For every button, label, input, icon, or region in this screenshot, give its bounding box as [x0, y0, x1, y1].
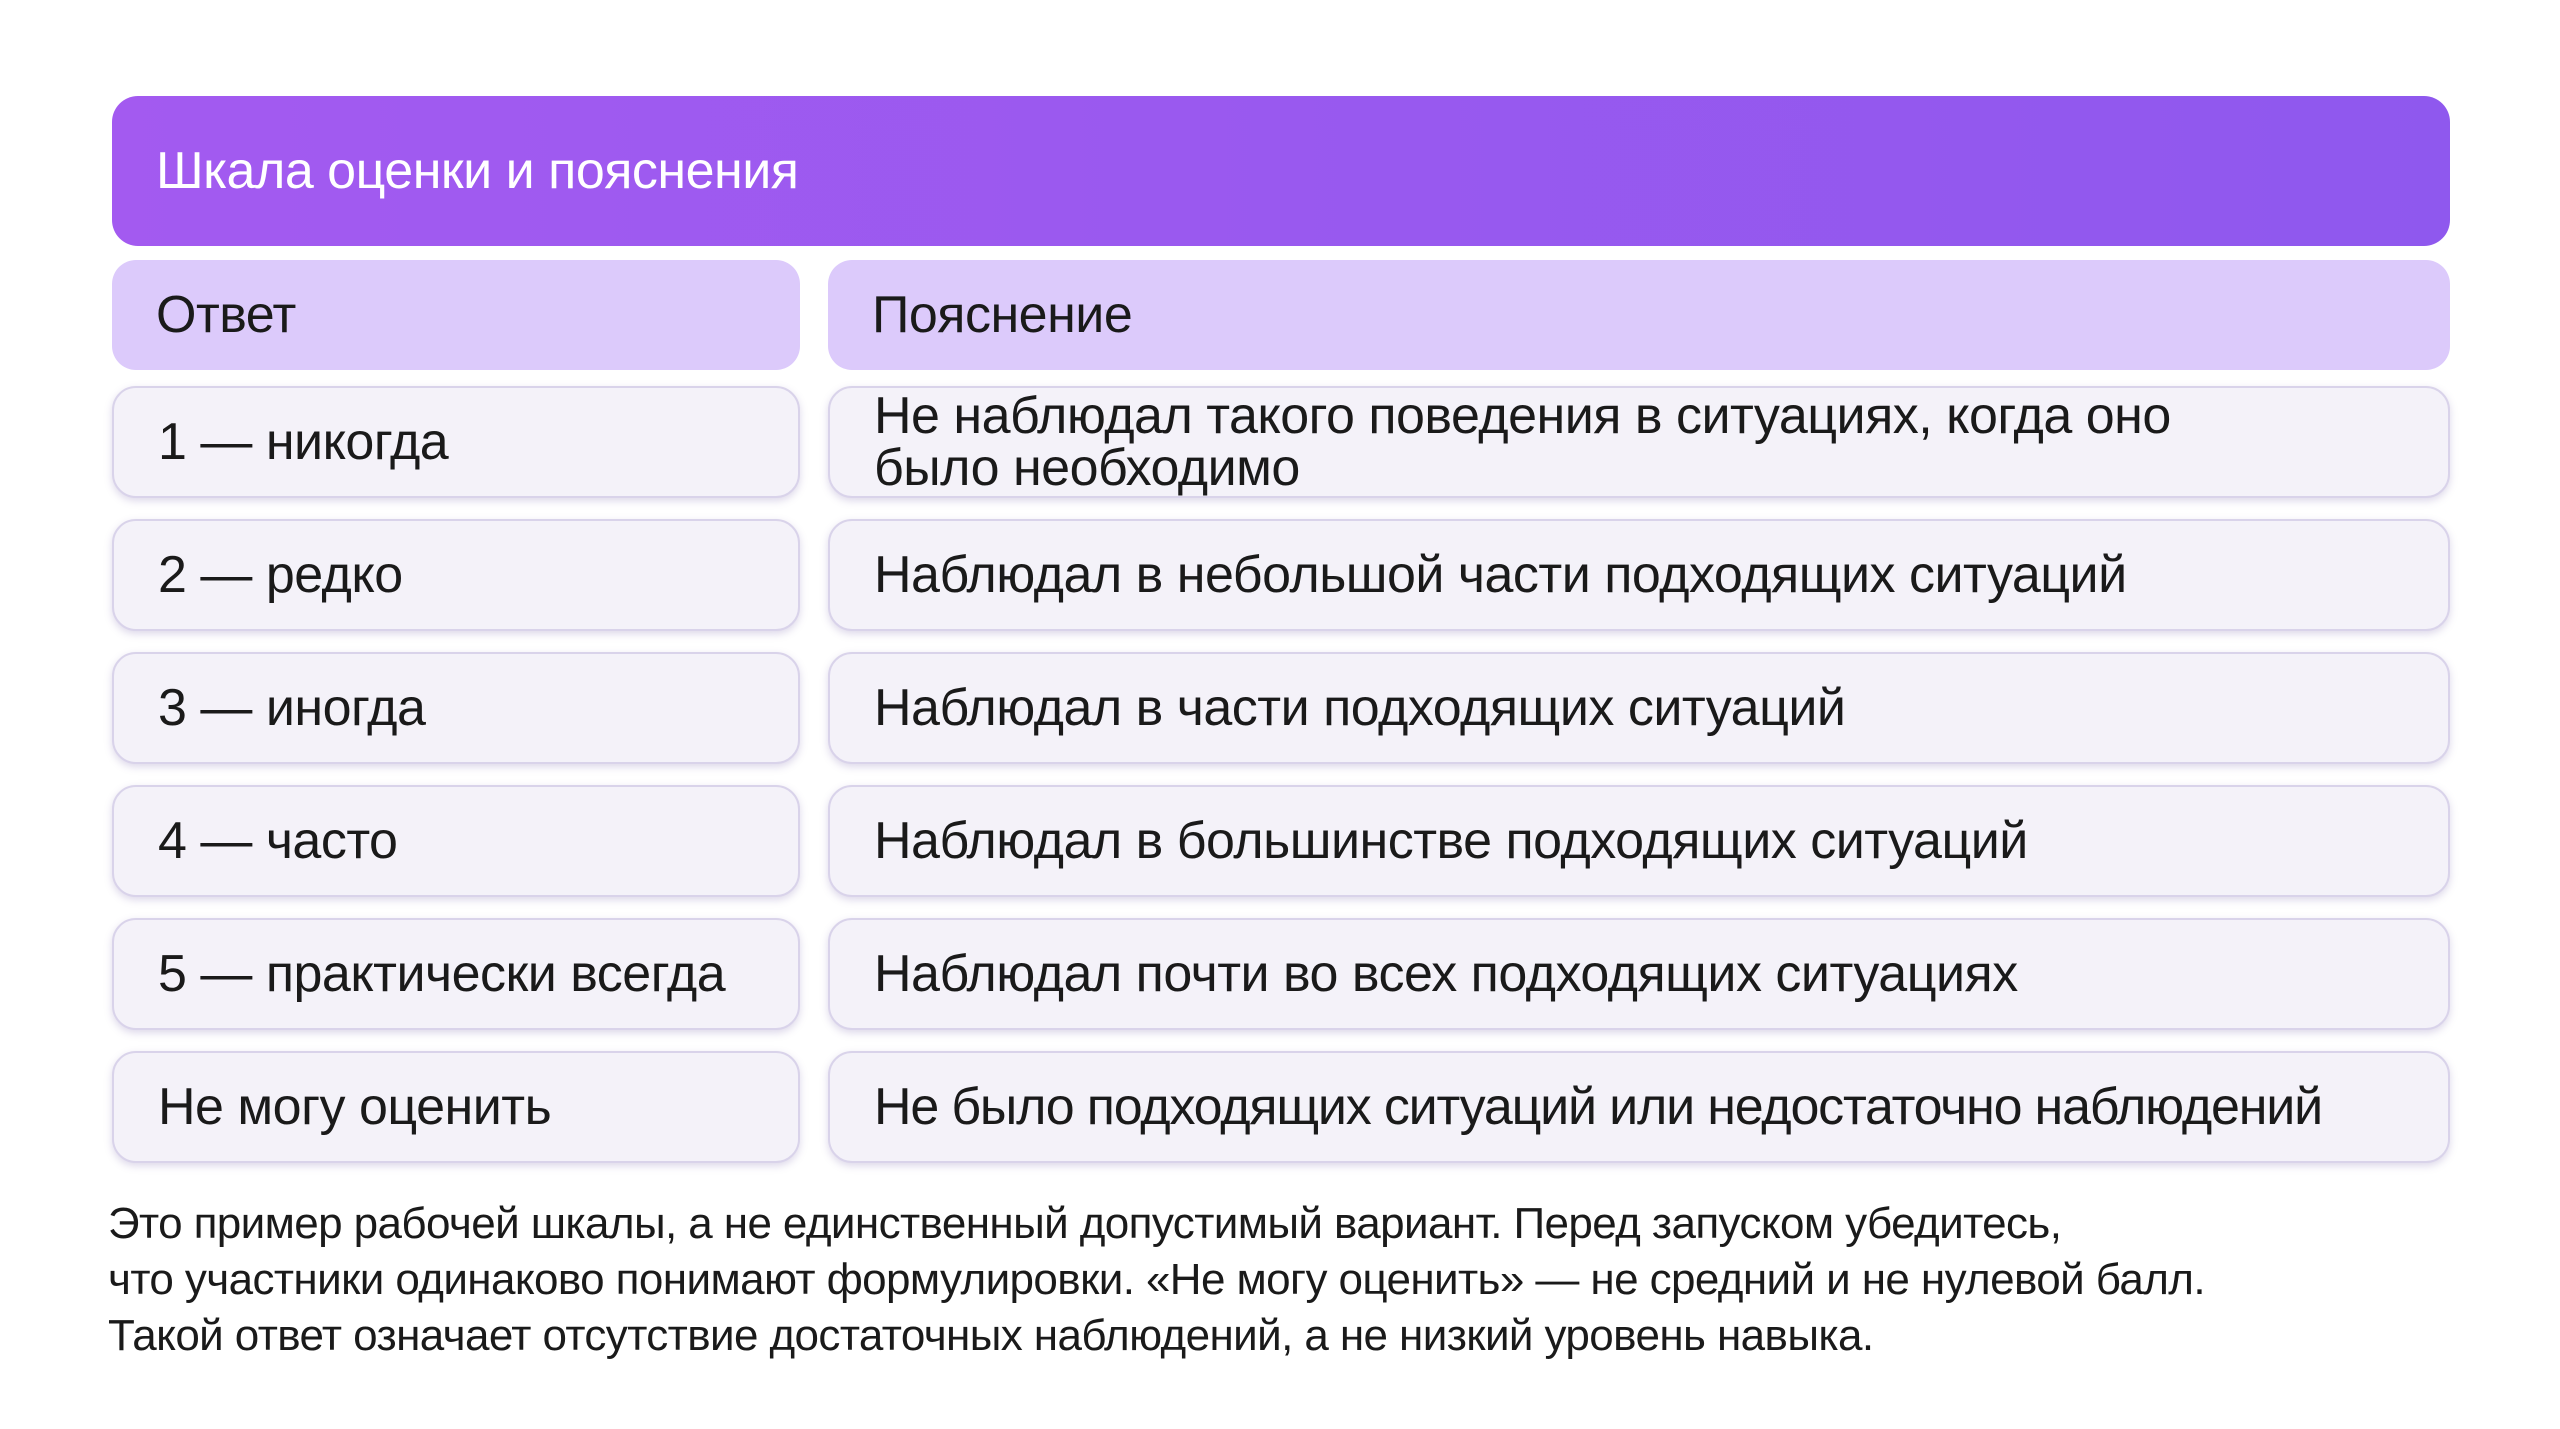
answer-cell-5: 5 — практически всегда	[112, 918, 800, 1030]
table-title: Шкала оценки и пояснения	[112, 96, 2450, 246]
footnote-line-3: Такой ответ означает отсутствие достаточных наблюдений, а не низкий уровень навыка.	[108, 1311, 1874, 1360]
header-explanation: Пояснение	[828, 260, 2450, 370]
explanation-cell-4: Наблюдал в большинстве подходящих ситуаций	[828, 785, 2450, 897]
explanation-cell-2: Наблюдал в небольшой части подходящих ситуаций	[828, 519, 2450, 631]
answer-cell-3: 3 — иногда	[112, 652, 800, 764]
explanation-cell-5: Наблюдал почти во всех подходящих ситуациях	[828, 918, 2450, 1030]
footnote-line-1: Это пример рабочей шкалы, а не единственный допустимый вариант. Перед запуском убедитесь,	[108, 1199, 2062, 1248]
explanation-cell-3: Наблюдал в части подходящих ситуаций	[828, 652, 2450, 764]
answer-cell-2: 2 — редко	[112, 519, 800, 631]
explanation-cell-1: Не наблюдал такого поведения в ситуациях, когда оно было необходимо	[828, 386, 2450, 498]
header-answer: Ответ	[112, 260, 800, 370]
answer-cell-1: 1 — никогда	[112, 386, 800, 498]
footnote	[108, 1196, 2508, 1364]
explanation-cell-6: Не было подходящих ситуаций или недостаточно наблюдений	[828, 1051, 2450, 1163]
answer-cell-4: 4 — часто	[112, 785, 800, 897]
footnote-line-2: что участники одинаково понимают формулировки. «Не могу оценить» — не средний и не нулевой балл.	[108, 1255, 2205, 1304]
answer-cell-6: Не могу оценить	[112, 1051, 800, 1163]
